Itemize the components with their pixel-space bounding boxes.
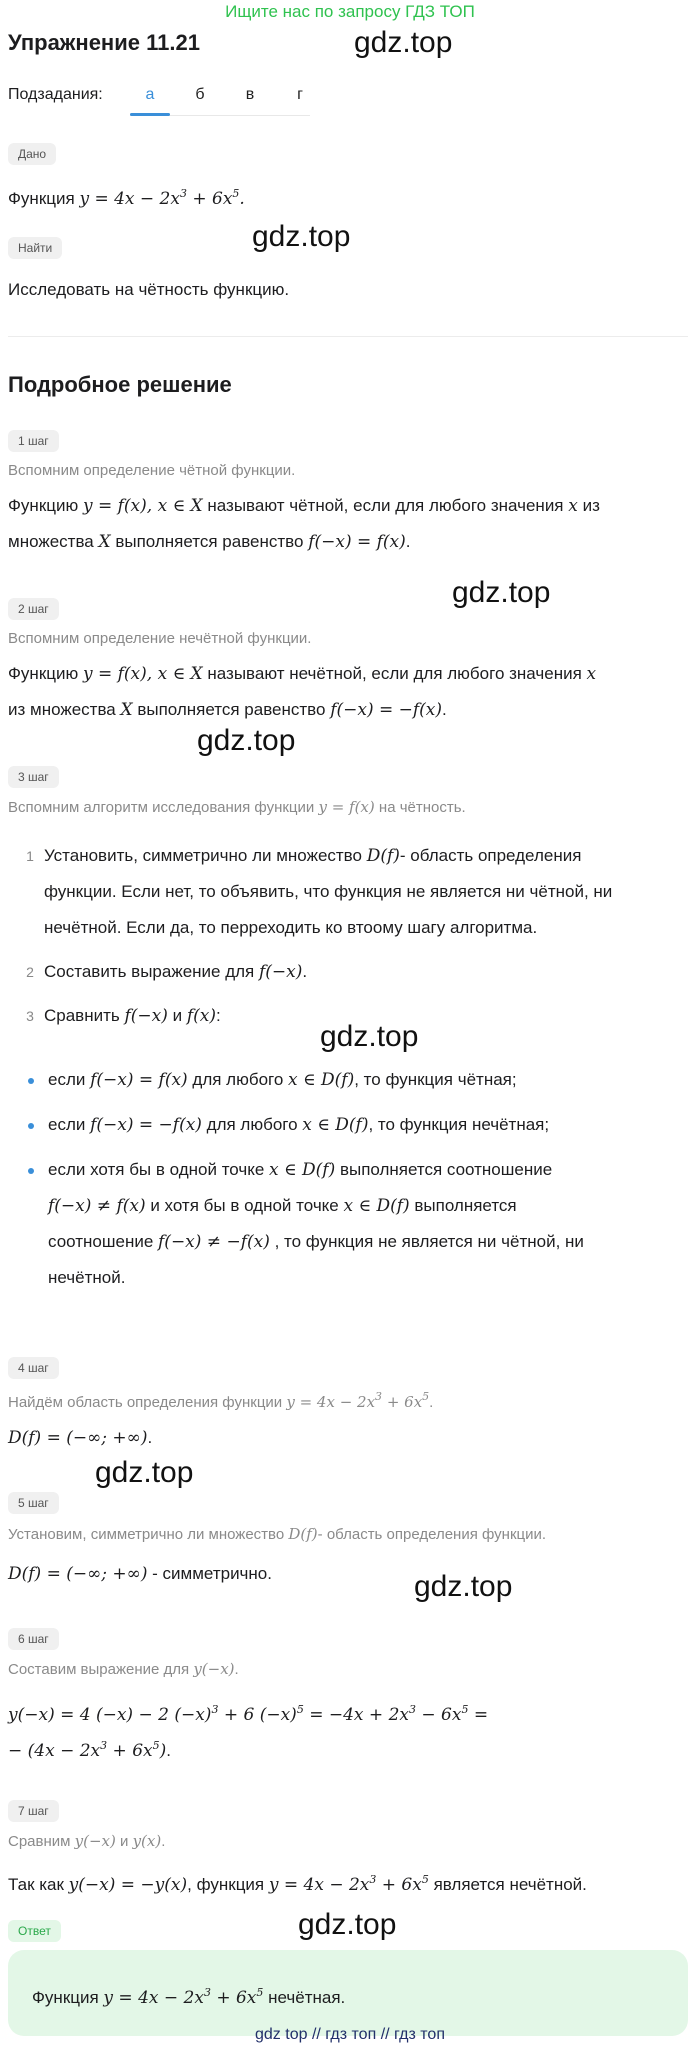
- answer-text: Функция $y = 4x - 2x^3 + 6x^5$ нечётная.: [32, 1986, 346, 2008]
- footer-link[interactable]: gdz top: [255, 2026, 308, 2043]
- footer-links: [0, 2026, 700, 2044]
- list-item: нечётной. Если да, то перреходить ко втоому шагу алгоритма.: [44, 918, 538, 937]
- watermark: gdz.top: [252, 220, 351, 253]
- answer-box: [8, 1950, 688, 2036]
- bullet-item: если хотя бы в одной точке x ∈ D(f) выполняется соотношение: [48, 1160, 553, 1180]
- step-line: D(f) = (−∞; +∞).: [8, 1428, 153, 1448]
- bullet-dot: [28, 1078, 34, 1084]
- step-badge: 7 шаг: [8, 1800, 59, 1822]
- step-line: множества X выполняется равенство f(−x) = f(x).: [8, 532, 411, 552]
- footer-link[interactable]: гдз топ: [325, 2026, 377, 2043]
- step-badge: 6 шаг: [8, 1628, 59, 1650]
- answer-badge: Ответ: [8, 1920, 61, 1942]
- active-tab-indicator: [130, 113, 170, 116]
- watermark: gdz.top: [298, 1908, 397, 1941]
- section-divider: [8, 336, 688, 337]
- tab-a[interactable]: а: [145, 86, 155, 103]
- footer-separator: //: [311, 2026, 321, 2043]
- watermark: gdz.top: [197, 724, 296, 757]
- step-line: Функцию y = f(x), x ∈ X называют нечётной, если для любого значения x: [8, 664, 597, 684]
- step-badge: 3 шаг: [8, 766, 59, 788]
- step-badge: 2 шаг: [8, 598, 59, 620]
- footer-link[interactable]: гдз топ: [394, 2026, 445, 2043]
- find-badge: Найти: [8, 237, 62, 259]
- find-text: Исследовать на чётность функцию.: [8, 280, 290, 299]
- bullet-dot: [28, 1168, 34, 1174]
- bullet-item: соотношение f(−x) ≠ −f(x) , то функция не является ни чётной, ни: [48, 1232, 584, 1252]
- step-hint: Вспомним определение чётной функции.: [8, 462, 296, 479]
- step-hint: Установим, симметрично ли множество D(f)- область определения функции.: [8, 1525, 547, 1543]
- step-line: − $(4x - 2x^3 + 6x^5)$.: [8, 1739, 171, 1761]
- list-item: Установить, симметрично ли множество D(f)- область определения: [44, 846, 582, 866]
- bullet-item: если f(−x) = −f(x) для любого x ∈ D(f), то функция нечётная;: [48, 1115, 550, 1135]
- step-badge: 4 шаг: [8, 1357, 59, 1379]
- watermark: gdz.top: [354, 26, 453, 59]
- step-line: из множества X выполняется равенство f(−x) = −f(x).: [8, 700, 447, 720]
- bullet-item: f(−x) ≠ f(x) и хотя бы в одной точке x ∈ D(f) выполняется: [48, 1196, 517, 1216]
- solution-title: Подробное решение: [8, 372, 232, 397]
- watermark: gdz.top: [414, 1570, 513, 1603]
- list-item: Сравнить f(−x) и f(x):: [44, 1006, 221, 1026]
- step-line: y(−x) = 4 (−x) − 2 $(-x)^3 + 6$ $(-x)^5 = -4x + 2x^3 - 6x^5$ =: [8, 1703, 489, 1725]
- bullet-item: нечётной.: [48, 1268, 126, 1287]
- step-line: D(f) = (−∞; +∞) - симметрично.: [8, 1564, 272, 1584]
- given-formula: $y = 4x - 2x^3 + 6x^5$.: [79, 187, 245, 209]
- step-hint: Сравним y(−x) и y(x).: [8, 1832, 166, 1850]
- bullet-dot: [28, 1123, 34, 1129]
- list-item: Составить выражение для f(−x).: [44, 962, 308, 982]
- page-title: Упражнение 11.21: [8, 30, 200, 55]
- given-text: [8, 176, 678, 217]
- list-item: функции. Если нет, то объявить, что функция не является ни чётной, ни: [44, 882, 613, 901]
- given-badge: Дано: [8, 143, 56, 165]
- list-number: 3: [26, 1008, 34, 1024]
- step-badge: 1 шаг: [8, 430, 59, 452]
- watermark: gdz.top: [452, 576, 551, 609]
- list-number: 2: [26, 964, 34, 980]
- given-prefix: Функция: [8, 189, 75, 208]
- footer-separator: //: [380, 2026, 390, 2043]
- step-line: Так как y(−x) = −y(x), функция $y = 4x - 2x^3 + 6x^5$ является нечётной.: [8, 1873, 587, 1895]
- step-badge: 5 шаг: [8, 1492, 59, 1514]
- subtasks-label: Подзадания:: [8, 86, 103, 103]
- tab-g[interactable]: г: [297, 86, 303, 103]
- step-hint: Составим выражение для y(−x).: [8, 1660, 239, 1678]
- watermark: gdz.top: [95, 1456, 194, 1489]
- step-hint: Вспомним определение нечётной функции.: [8, 630, 312, 647]
- list-number: 1: [26, 848, 34, 864]
- step-hint: Вспомним алгоритм исследования функции y = f(x) на чётность.: [8, 798, 466, 816]
- tab-v[interactable]: в: [245, 86, 255, 103]
- watermark: gdz.top: [320, 1020, 419, 1053]
- promo-banner[interactable]: Ищите нас по запросу ГДЗ ТОП: [225, 2, 475, 21]
- bullet-item: если f(−x) = f(x) для любого x ∈ D(f), то функция чётная;: [48, 1070, 517, 1090]
- step-line: Функцию y = f(x), x ∈ X называют чётной, если для любого значения x из: [8, 496, 600, 516]
- tab-b[interactable]: б: [195, 86, 205, 103]
- step-hint: Найдём область определения функции $y = 4x - 2x^3 + 6x^5$.: [8, 1390, 434, 1411]
